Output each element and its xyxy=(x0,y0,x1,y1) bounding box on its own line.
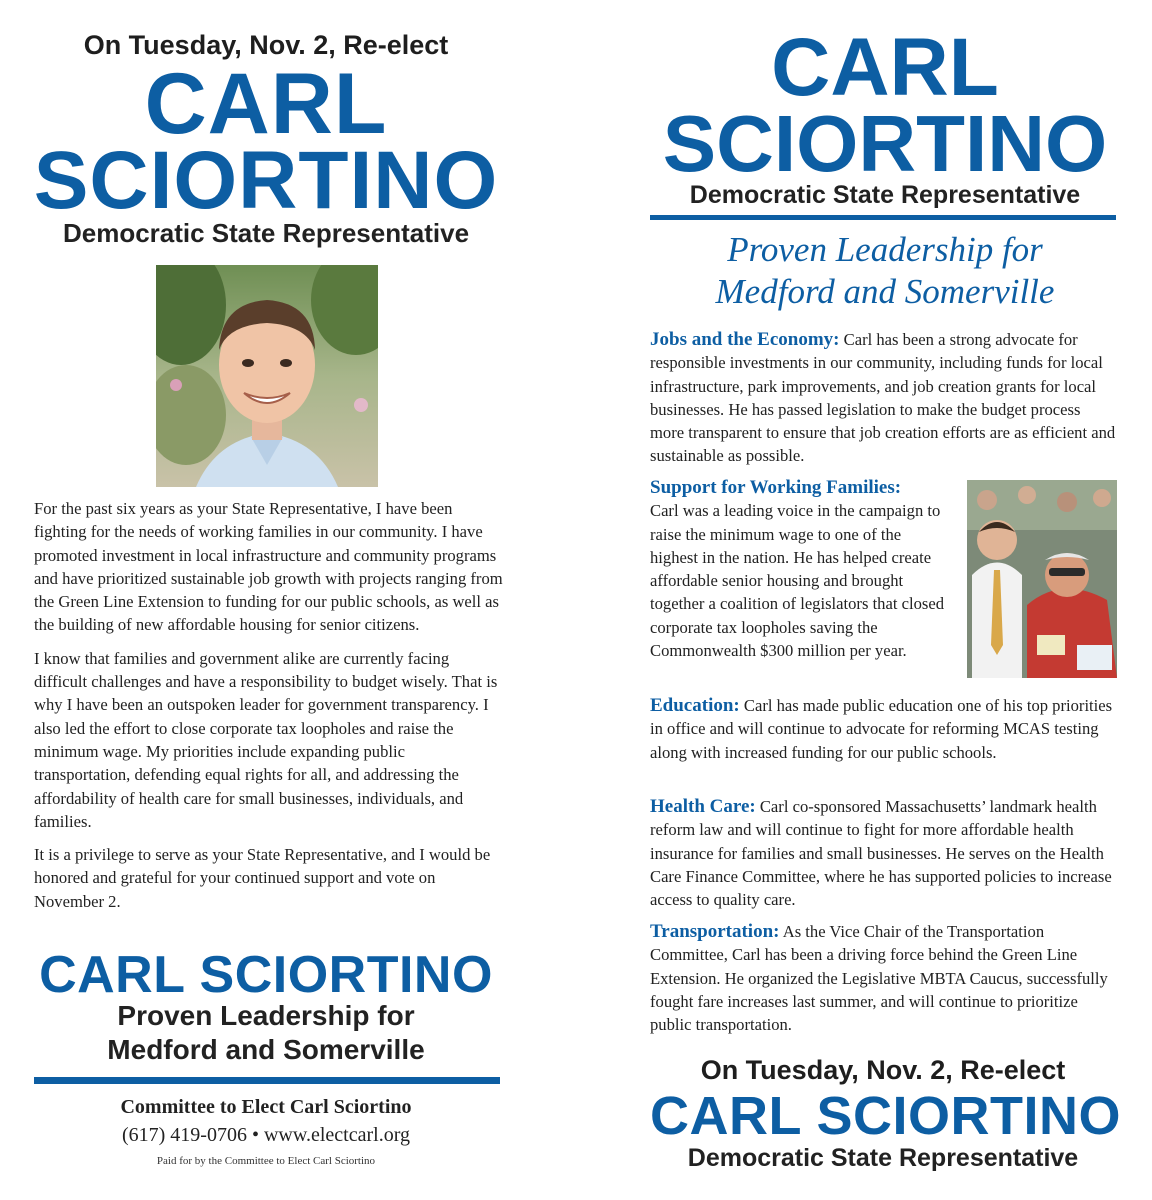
divider xyxy=(650,215,1116,220)
divider xyxy=(34,1077,500,1084)
section-transportation xyxy=(650,920,1116,1036)
closing-candidate-name: CARL SCIORTINO xyxy=(650,1086,1122,1146)
tagline-line-1: Proven Leadership for xyxy=(117,1000,415,1031)
section-text: Carl has made public education one of his top priorities in office and will continue to advocate for reforming MCAS testing along with increased funding for our public schools. xyxy=(650,696,1113,762)
candidate-title: Democratic State Representative xyxy=(62,218,470,248)
section-text: Carl co-sponsored Massachusetts’ landmark health reform law and will continue to fight for more affordable health insurance for families and small businesses. He serves on the Health Care Finance Committee, where he has supported policies to increase access to quality care. xyxy=(650,797,1112,910)
letter-paragraph: I know that families and government alike are currently facing difficult challenges and have a responsibility to budget wisely. That is why I have been an outspoken leader for government transparency. I also led the effort to close corporate tax loopholes and raise the minimum wage. My priorities include expanding public transportation, defending equal rights for all, and addressing the affordability of health care for small businesses, individuals, and families. xyxy=(34,648,498,831)
candidate-first-name: CARL xyxy=(144,56,388,152)
letter-paragraph: For the past six years as your State Representative, I have been fighting for the needs of working families in our community. I have promoted investment in local infrastructure and community programs and have prioritized sustainable job growth with projects ranging from the Green Line Extension to funding for our public schools, as well as the building of new affordable housing for senior citizens. xyxy=(34,499,503,635)
section-text: As the Vice Chair of the Transportation Committee, Carl has been a driving force behind the Green Line Extension. He organized the Legislative MBTA Caucus, successfully fought fare increases last summer, and will continue to prioritize public transportation. xyxy=(650,922,1108,1035)
section-text: Carl has been a strong advocate for responsible investments in our community, including funds for local infrastructure, park improvements, and job creation grants for local businesses. He has passed legislation to make the budget process more transparent to ensure that job creation efforts are as efficient and sustainable as possible. xyxy=(650,330,1116,466)
right-panel xyxy=(650,0,1120,1200)
section-text: Carl was a leading voice in the campaign to raise the minimum wage to one of the highest in the nation. He has helped create affordable senior housing and brought together a coalition of legislators that closed corporate tax loopholes saving the Commonwealth $300 million per year. xyxy=(650,501,944,661)
paid-for-disclaimer: Paid for by the Committee to Elect Carl Sciortino xyxy=(156,1155,376,1167)
candidate-last-name: SCIORTINO xyxy=(662,99,1108,188)
candidate-title: Democratic State Representative xyxy=(687,1144,1079,1172)
section-heading: Transportation: xyxy=(650,921,780,942)
committee-name: Committee to Elect Carl Sciortino xyxy=(120,1096,412,1118)
candidate-letter xyxy=(34,497,504,923)
section-working-families xyxy=(650,476,950,662)
left-panel xyxy=(30,0,502,1200)
letter-paragraph: It is a privilege to serve as your State Representative, and I would be honored and grateful for your continued support and vote on November 2. xyxy=(34,845,491,911)
crowd-photo xyxy=(967,480,1117,678)
section-health-care xyxy=(650,795,1116,911)
candidate-last-name: SCIORTINO xyxy=(33,135,499,226)
candidate-first-name: CARL xyxy=(771,22,999,113)
section-heading: Education: xyxy=(650,695,740,716)
section-heading: Health Care: xyxy=(650,796,756,817)
section-education xyxy=(650,694,1116,764)
candidate-title: Democratic State Representative xyxy=(689,181,1081,209)
section-jobs xyxy=(650,328,1116,468)
section-heading: Jobs and the Economy: xyxy=(650,329,840,350)
closing-candidate-name: CARL SCIORTINO xyxy=(39,946,493,1004)
election-date-line: On Tuesday, Nov. 2, Re-elect xyxy=(83,30,449,60)
tagline-line-2: Medford and Somerville xyxy=(107,1034,425,1065)
election-date-line: On Tuesday, Nov. 2, Re-elect xyxy=(700,1055,1066,1085)
contact-info: (617) 419-0706 • www.electcarl.org xyxy=(121,1124,411,1146)
tagline-line-1: Proven Leadership for xyxy=(727,230,1043,269)
tagline-line-2: Medford and Somerville xyxy=(715,272,1055,311)
candidate-portrait xyxy=(156,265,378,487)
section-heading: Support for Working Families: xyxy=(650,477,902,498)
